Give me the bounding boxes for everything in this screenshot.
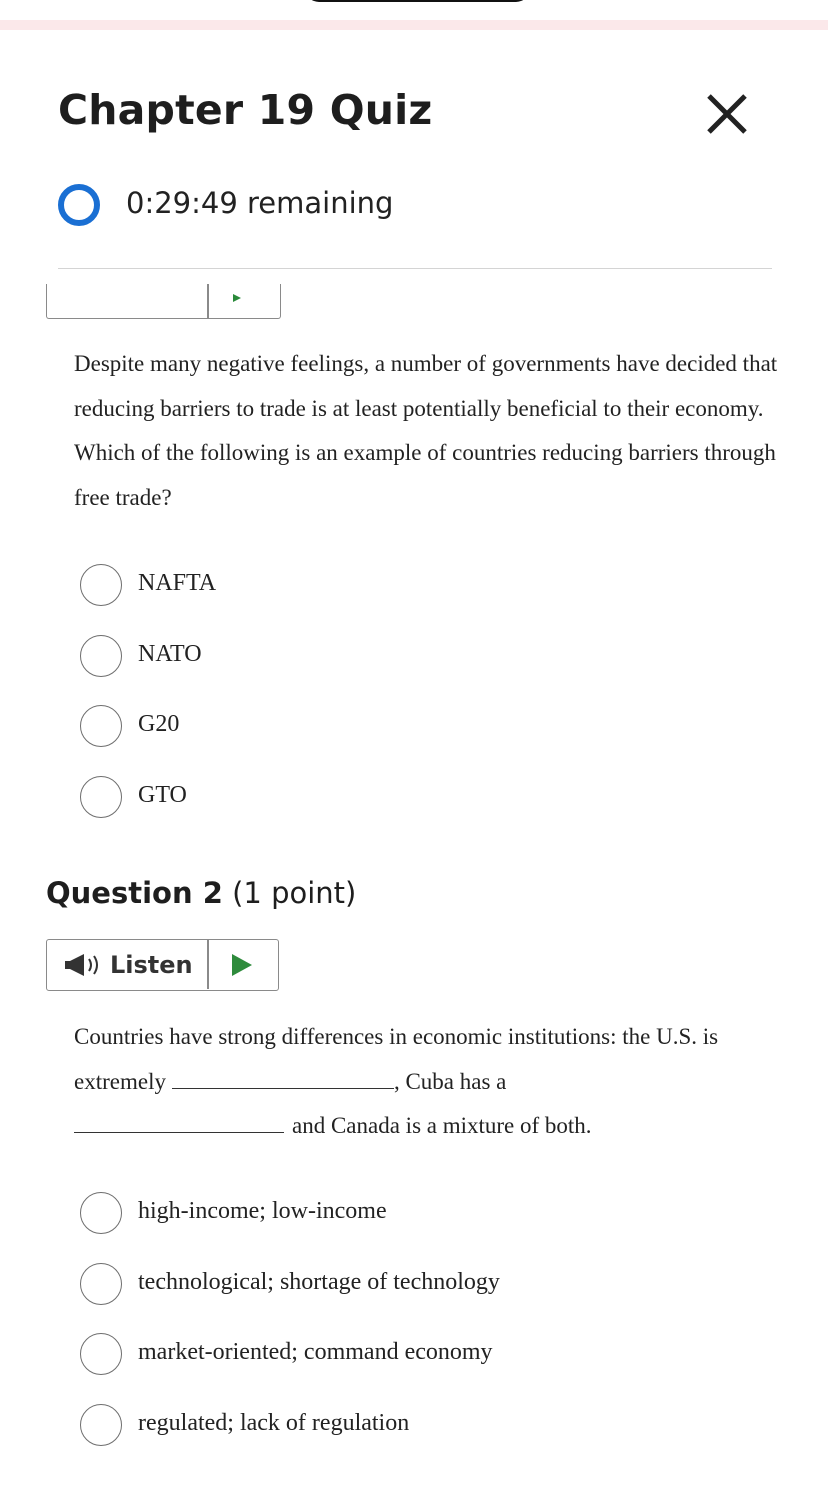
header-divider [58,268,772,269]
quiz-timer [58,180,558,230]
fill-blank-2 [74,1114,284,1133]
radio-button[interactable] [80,564,122,606]
question-2-text-part3: and Canada is a mixture of both. [292,1113,592,1138]
listen-label: Listen [110,951,193,979]
question-2-options [80,1190,780,1472]
listen-button-q1-clipped[interactable] [46,284,281,319]
answer-option-label: NATO [138,640,202,667]
quiz-header [58,86,768,146]
radio-button[interactable] [80,635,122,677]
play-icon [232,954,252,976]
close-icon [702,84,752,140]
answer-option-label: regulated; lack of regulation [138,1409,410,1436]
answer-option[interactable] [80,1331,780,1402]
radio-button[interactable] [80,1333,122,1375]
speaker-icon [65,953,103,977]
listen-control [46,939,279,991]
answer-option-label: NAFTA [138,570,217,596]
radio-button[interactable] [80,1192,122,1234]
answer-option[interactable] [80,703,780,774]
listen-label-clipped [77,284,187,291]
answer-option-label: market-oriented; command economy [138,1339,493,1365]
answer-option[interactable] [80,1402,780,1473]
listen-button[interactable] [47,940,207,989]
device-notch [305,0,530,2]
play-icon [233,294,241,302]
question-2-text-part1: Countries have strong differences in economic institutions: the U.S. is extremely [74,1024,719,1094]
question-2-heading [46,876,356,910]
play-button[interactable] [209,940,277,989]
top-accent-bar [0,20,828,30]
answer-option[interactable] [80,1190,780,1261]
answer-option[interactable] [80,1261,780,1332]
fill-blank-1 [172,1070,394,1089]
radio-button[interactable] [80,776,122,818]
answer-option[interactable] [80,633,780,704]
question-1-options [80,562,780,844]
answer-option-label: GTO [138,781,187,808]
timer-text: 0:29:49 remaining [126,186,394,220]
radio-button[interactable] [80,705,122,747]
radio-button[interactable] [80,1404,122,1446]
question-points: (1 point) [232,876,357,910]
listen-separator [207,284,209,318]
question-2-text [74,1015,794,1149]
close-button[interactable] [702,84,752,140]
question-2-text-part2: , Cuba has a [393,1068,507,1094]
question-number: Question 2 [46,876,223,910]
question-1-text: Despite many negative feelings, a number of governments have decided that reducing barriers to trade is at least potentially beneficial to their economy. Which of the following is an example of countries reducing barriers through free trade? [74,351,778,510]
page-title: Chapter 19 Quiz [58,86,433,134]
answer-option-label: technological; shortage of technology [138,1268,500,1295]
answer-option[interactable] [80,562,780,633]
answer-option-label: high-income; low-income [138,1198,387,1224]
answer-option[interactable] [80,774,780,845]
radio-button[interactable] [80,1263,122,1305]
timer-ring-icon [58,184,100,226]
answer-option-label: G20 [138,711,180,737]
